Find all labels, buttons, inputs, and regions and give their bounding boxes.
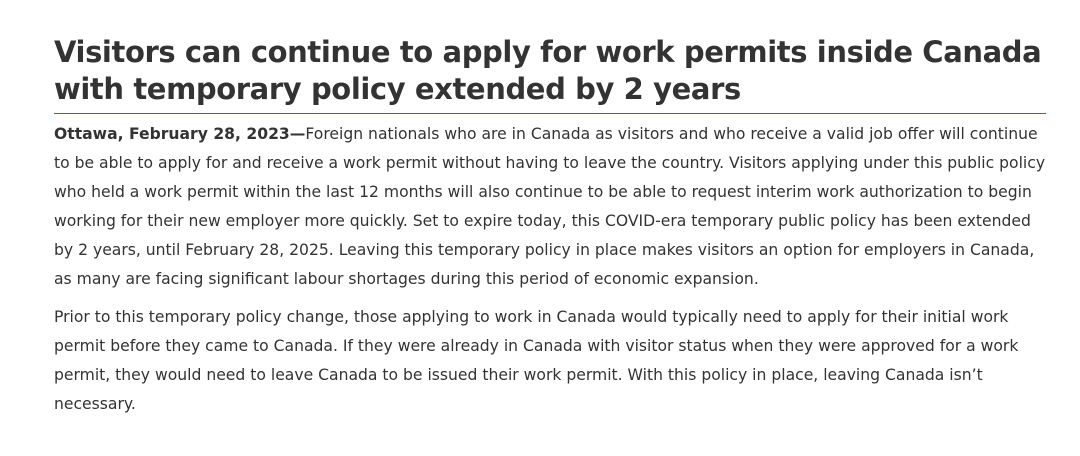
lead-paragraph (54, 120, 1046, 294)
body-paragraph: Prior to this temporary policy change, those applying to work in Canada would typically need to apply for their initial work permit before they came to Canada. If they were already in Canada with visitor status when they were approved for a work permit, they would need to leave Canada to be issued their work permit. With this policy in place, leaving Canada isn’t necessary. (54, 308, 1019, 413)
dateline: Ottawa, February 28, 2023— (54, 125, 306, 143)
lead-paragraph-text: Foreign nationals who are in Canada as visitors and who receive a valid job offer will continue to be able to apply for and receive a work permit without having to leave the country. Visitors applying under this public policy who held a work permit within the last 12 months will also continue to be able to request interim work authorization to begin working for their new employer more quickly. Set to expire today, this COVID-era temporary public policy has been extended by 2 years, until February 28, 2025. Leaving this temporary policy in place makes visitors an option for employers in Canada, as many are facing significant labour shortages during this period of economic expansion. (54, 125, 1046, 288)
page-title: Visitors can continue to apply for work permits inside Canada with temporary policy extended by 2 years (54, 34, 1046, 114)
news-article (54, 34, 1046, 419)
